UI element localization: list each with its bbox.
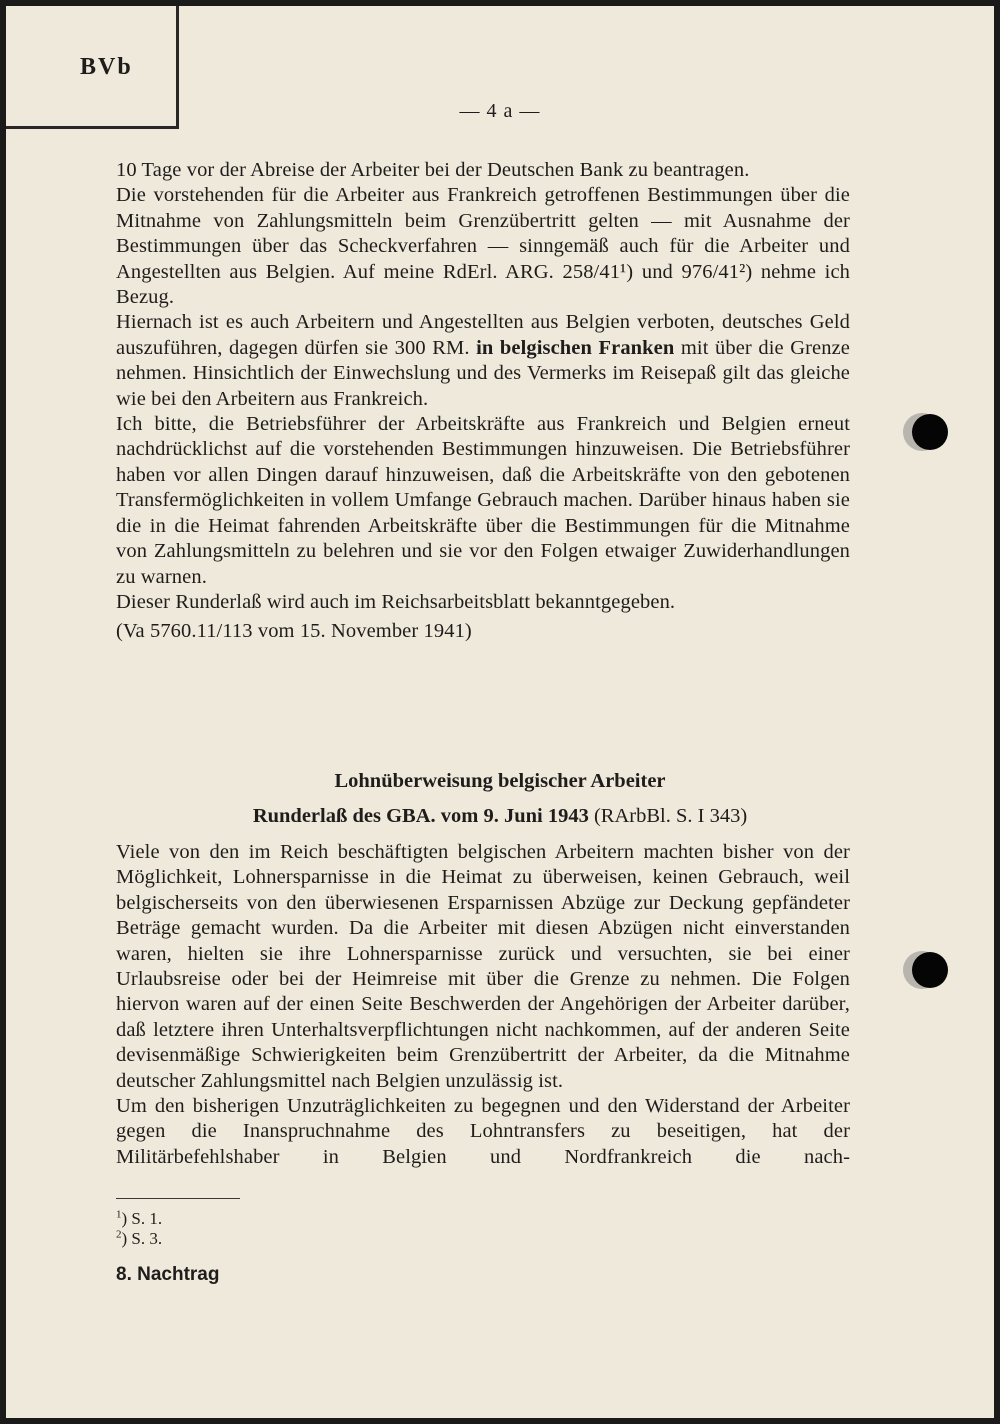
page-number: — 4 a —	[459, 100, 541, 122]
section1-body	[116, 158, 850, 645]
footnote-separator	[116, 1198, 240, 1199]
text-run: Hiernach ist es auch Arbeitern und Angestellten aus Belgien verboten, deutsches Geld auszuführen, dagegen dürfen sie 300 RM.	[116, 311, 850, 359]
footnote	[116, 1209, 162, 1229]
document-page	[6, 6, 994, 1418]
section-subtitle	[6, 805, 994, 828]
reference-note: (Va 5760.11/113 vom 15. November 1941)	[116, 620, 472, 643]
paragraph: 10 Tage vor der Abreise der Arbeiter bei der Deutschen Bank zu beantragen.	[116, 159, 750, 181]
footnote-mark: 2	[116, 1228, 122, 1241]
section2-body	[116, 840, 850, 1170]
footnotes	[116, 1209, 162, 1249]
footnote	[116, 1229, 162, 1249]
paragraph	[116, 310, 850, 412]
text-run: mit über die Grenze nehmen. Hinsichtlich der Einwechslung und des Vermerks im Reisepaß gilt das gleiche wie bei den Arbeitern aus Frankreich.	[116, 336, 850, 410]
stamp-label: BVb	[80, 54, 133, 80]
decree-title: Runderlaß des GBA. vom 9. Juni 1943	[252, 805, 589, 827]
punch-hole	[912, 414, 948, 450]
paragraph: Viele von den im Reich beschäftigten belgischen Arbeitern machten bisher von der Möglichkeit, Lohnersparnisse in die Heimat zu überweisen, keinen Gebrauch, weil belgischerseits von den überwiesenen Ersparnissen Abzüge zur Deckung gepfändeter Beträge gemacht wurden. Da die Arbeiter mit diesen Abzügen nicht einverstanden waren, hielten sie ihre Lohnersparnisse zurück und versuchten, sie bei einer Urlaubsreise oder bei der Heimreise mit über die Grenze zu nehmen. Die Folgen hiervon waren auf der einen Seite Beschwerden der Angehörigen der Arbeiter darüber, daß letztere ihren Unterhaltsverpflichtungen nicht nachkommen, auf der anderen Seite devisenmäßige Schwierigkeiten beim Grenzübertritt der Arbeiter, da die Mitnahme deutscher Zahlungsmittel nach Belgien unzulässig ist.	[116, 841, 850, 1092]
bold-text: in belgischen Franken	[476, 336, 675, 359]
paragraph: Dieser Runderlaß wird auch im Reichsarbeitsblatt bekanntgegeben.	[116, 590, 676, 613]
paragraph: Um den bisherigen Unzuträglichkeiten zu begegnen und den Widerstand der Arbeiter gegen die Inanspruchnahme des Lohntransfers zu beseitigen, hat der Militärbefehlshaber in Belgien und Nordfrankreich die nach-	[116, 1095, 850, 1168]
footnote-text: ) S. 1.	[121, 1209, 163, 1228]
supplement-label: 8. Nachtrag	[116, 1264, 220, 1285]
paragraph: Die vorstehenden für die Arbeiter aus Frankreich getroffenen Bestimmungen über die Mitnahme von Zahlungsmitteln beim Grenzübertritt gelten — mit Ausnahme der Bestimmungen über das Scheckverfahren — sinngemäß auch für die Arbeiter und Angestellten aus Belgien. Auf meine RdErl. ARG. 258/41¹) und 976/41²) nehme ich Bezug.	[116, 184, 850, 309]
footnote-mark: 1	[116, 1208, 122, 1221]
footnote-text: ) S. 3.	[121, 1229, 163, 1248]
paragraph: Ich bitte, die Betriebsführer der Arbeitskräfte aus Frankreich und Belgien erneut nachdrücklichst auf die vorstehenden Bestimmungen hinzuweisen. Die Betriebsführer haben vor allen Dingen darauf hinzuweisen, daß die Arbeitskräfte von den gebotenen Transfermöglichkeiten in vollem Umfange Gebrauch machen. Darüber hinaus haben sie die in die Heimat fahrenden Arbeitskräfte über die Bestimmungen für die Mitnahme von Zahlungsmitteln zu belehren und sie vor den Folgen etwaiger Zuwiderhandlungen zu warnen.	[116, 413, 850, 588]
section-title: Lohnüberweisung belgischer Arbeiter	[334, 770, 666, 792]
punch-hole	[912, 952, 948, 988]
decree-source: (RArbBl. S. I 343)	[593, 805, 748, 827]
